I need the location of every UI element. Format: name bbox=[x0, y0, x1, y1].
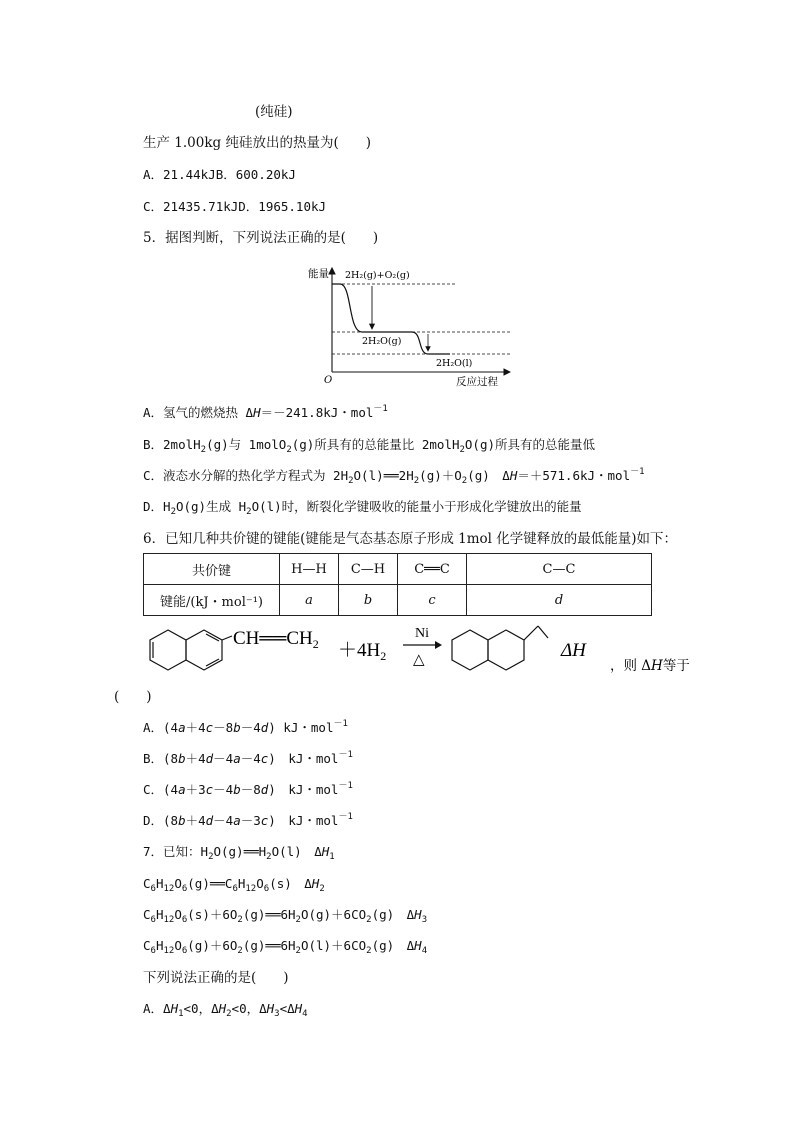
q7-eq3: $C_6H_{12}O_6(s)+6O_2(g)══6H_2O(g)+6CO_2(g)$ $\Delta H_3$ bbox=[143, 907, 428, 925]
q6-stem: 6．已知几种共价键的键能(键能是气态基态原子形成 1mol 化学键释放的最低能量)如下： bbox=[143, 531, 678, 547]
q6-option-a: A．(4a＋4c－8b－4d) kJ・mol$^{-1}$ bbox=[143, 719, 348, 735]
level-mid-label: 2H₂O(g) bbox=[362, 336, 402, 347]
pure-silicon-label: (纯硅) bbox=[255, 104, 293, 120]
origin-label: O bbox=[324, 375, 333, 386]
q6-paren: ( ) bbox=[114, 689, 152, 705]
bond-energy-table bbox=[143, 553, 652, 616]
table-row bbox=[144, 554, 652, 585]
product-structure bbox=[452, 626, 548, 670]
q7-stem: 7．已知：$H_2O(g)══H_2O(l)$ $\Delta H_1$ bbox=[143, 844, 335, 862]
table-cell: c bbox=[398, 585, 467, 616]
level-top-label: 2H₂(g)+O₂(g) bbox=[345, 270, 410, 281]
q7-eq4: $C_6H_{12}O_6(g)+6O_2(g)══6H_2O(l)+6CO_2(g)$ $\Delta H_4$ bbox=[143, 938, 428, 956]
table-cell: C—C bbox=[467, 554, 652, 585]
q4-options-cd: C．21435.71kJD．1965.10kJ bbox=[143, 199, 327, 214]
q7-question: 下列说法正确的是( ) bbox=[143, 970, 289, 986]
plus-hydrogen: $+4H_2$ bbox=[338, 640, 387, 663]
reaction-tail: ，则 ΔH等于 bbox=[610, 658, 690, 674]
table-cell: d bbox=[467, 585, 652, 616]
delta-h: ΔH bbox=[561, 640, 586, 661]
table-cell: C—H bbox=[339, 554, 398, 585]
reaction-arrow-head bbox=[435, 641, 442, 649]
table-row bbox=[144, 585, 652, 616]
heat-label: △ bbox=[413, 652, 425, 668]
q4-options-ab: A．21.44kJB．600.20kJ bbox=[143, 167, 296, 182]
table-cell: H—H bbox=[280, 554, 339, 585]
table-cell: C══C bbox=[398, 554, 467, 585]
q5-option-b: B．2molH$_2$(g)与 1molO$_2$(g)所具有的总能量比 2molH$_2$O(g)所具有的总能量低 bbox=[143, 437, 595, 455]
y-axis-label: 能量 bbox=[308, 268, 329, 280]
table-cell: a bbox=[280, 585, 339, 616]
energy-diagram bbox=[300, 262, 520, 390]
q6-option-c: C．(4a＋3c－4b－8d) kJ・mol$^{-1}$ bbox=[143, 781, 353, 797]
table-cell: 共价键 bbox=[144, 554, 280, 585]
vinyl-group: $CH══CH_2$ bbox=[233, 628, 319, 651]
table-cell: 键能/(kJ・mol⁻¹) bbox=[144, 585, 280, 616]
q5-option-d: D．$H_2O(g)$生成 $H_2O(l)$时，断裂化学键吸收的能量小于形成化学键放出的能量 bbox=[143, 499, 582, 517]
table-cell: b bbox=[339, 585, 398, 616]
q5-stem: 5．据图判断，下列说法正确的是( ) bbox=[143, 230, 379, 246]
q7-eq2: $C_6H_{12}O_6(g)══C_6H_{12}O_6(s)$ $\Delta H_2$ bbox=[143, 876, 325, 894]
q4-stem: 生产 1.00kg 纯硅放出的热量为( ) bbox=[143, 135, 371, 151]
q7-option-a: A．$\Delta H_1<0$，$\Delta H_2<0$，$\Delta H_3<\Delta H_4$ bbox=[143, 1001, 308, 1019]
q6-option-b: B．(8b＋4d－4a－4c) kJ・mol$^{-1}$ bbox=[143, 750, 353, 766]
q6-option-d: D．(8b＋4d－4a－3c) kJ・mol$^{-1}$ bbox=[143, 812, 353, 828]
q5-option-a: A．氢气的燃烧热 ΔH＝－241.8kJ・mol$^{-1}$ bbox=[143, 404, 388, 420]
catalyst-label: Ni bbox=[415, 626, 429, 641]
x-axis-label: 反应过程 bbox=[456, 376, 498, 388]
reaction-equation bbox=[140, 620, 690, 680]
q5-option-c: C．液态水分解的热化学方程式为 $2H_2O(l)══2H_2(g)+O_2(g)$ ΔH＝＋571.6kJ・mol$^{-1}$ bbox=[143, 467, 645, 486]
level-low-label: 2H₂O(l) bbox=[436, 358, 473, 369]
reactant-structure bbox=[150, 630, 232, 670]
